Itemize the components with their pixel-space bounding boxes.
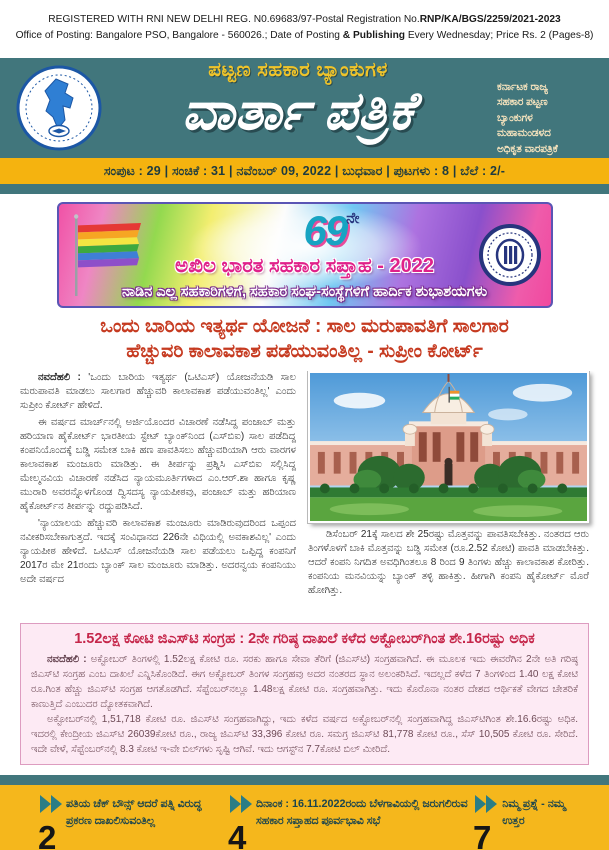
federation-logo-icon: [16, 65, 102, 151]
banner-title: ಅಖಿಲ ಭಾರತ ಸಹಕಾರ ಸಪ್ತಾಹ - 2022: [175, 255, 434, 277]
page-number: 7: [473, 819, 492, 850]
article1-column-left: [20, 371, 296, 615]
article1-headline: ಒಂದು ಬಾರಿಯ ಇತ್ಯರ್ಥ ಯೋಜನೆ : ಸಾಲ ಮರುಪಾವತಿಗೆ ಸಾಲಗಾರ ಹೆಚ್ಚುವರಿ ಕಾಲಾವಕಾಶ ಪಡೆಯುವಂತಿಲ್ಲ - ಸುಪ್ರೀಂ ಕೋರ್ಟ್: [100, 316, 509, 363]
page-content: [0, 194, 609, 775]
footer-index: [0, 785, 609, 850]
article2-paragraph: ನವದೆಹಲಿ : ಅಕ್ಟೋಬರ್ ತಿಂಗಳಲ್ಲಿ 1.52ಲಕ್ಷ ಕೋಟಿ ರೂ. ಸರಕು ಹಾಗೂ ಸೇವಾ ತೆರಿಗೆ (ಜಿಎಸ್‌ಟಿ) ಸಂಗ್ರಹವಾಗಿದೆ. ಈ ಮೂಲಕ ಇದು ಈವರೆಗಿನ 2ನೇ ಅತಿ ಗರಿಷ್ಠ ಜಿಎಸ್‌ಟಿ ಸಂಗ್ರಹ ಎಂಬ ದಾಖಲೆ ಎನ್ನಿಸಿಕೊಂಡಿದೆ. ಈಗ ಅಕ್ಟೋಬರ್ ತಿಂಗಳ ಸಂಗ್ರಹವು ಅದರ ನಂತರದ ಸ್ಥಾನ ಅಲಂಕರಿಸಿದೆ. ಇದಲ್ಲದೆ ಕಳೆದ 7 ತಿಂಗಳಿಂದ 1.40 ಲಕ್ಷ ಕೋಟಿ ರೂ.ಗಿಂತ ಹೆಚ್ಚು ಜಿಎಸ್‌ಟಿ ಸಂಗ್ರಹ ಆಗತೊಡಗಿದೆ. ಸೆಪ್ಟೆಂಬರ್‌ನಲ್ಲೂ 1.48ಲಕ್ಷ ಕೋಟಿ ರೂ. ಸಂಗ್ರಹವಾಗಿತ್ತು. ಇದು ಕೊರೊನಾ ನಂತರ ದೇಶದ ಆರ್ಥಿಕತೆ ವೇಗದ ಚೇತರಿಕೆ ಕಾಣುತ್ತಿದೆ ಎಂಬುದರ ದ್ಯೋತಕವಾಗಿದೆ.: [31, 654, 578, 711]
divider-strip-bottom: [0, 775, 609, 785]
article1-column-right: [308, 371, 589, 615]
footer-item-text: ದಿನಾಂಕ : 16.11.2022ರಂದು ಬೆಳಗಾವಿಯಲ್ಲಿ ಜರುಗಲಿರುವ ಸಹಕಾರ ಸಪ್ತಾಹದ ಪೂರ್ವಭಾವಿ ಸಭೆ: [256, 798, 468, 827]
article1-paragraph: ನವದೆಹಲಿ : 'ಒಂದು ಬಾರಿಯ ಇತ್ಯರ್ಥ (ಒಟಿಎಸ್) ಯೋಜನೆಯಡಿ ಸಾಲ ಮರುಪಾವತಿ ಮಾಡಲು ಸಾಲಗಾರ ಹೆಚ್ಚುವರಿ ಕಾಲಾವಕಾಶ ಪಡೆಯುವಂತಿಲ್ಲ' ಎಂದು ಸುಪ್ರೀಂ ಕೋರ್ಟ್ ಹೇಳಿದೆ.: [20, 372, 297, 412]
issue-info-bar: [0, 158, 609, 184]
footer-item-text: ಪತಿಯ ಚೆಕ್ ಬೌನ್ಸ್ ಆದರೆ ಪತ್ನಿ ವಿರುದ್ಧ ಪ್ರಕರಣ ದಾಖಲಿಸುವಂತಿಲ್ಲ: [66, 798, 202, 827]
footer-item-text: ನಿಮ್ಮ ಪ್ರಶ್ನೆ - ನಮ್ಮ ಉತ್ತರ: [502, 798, 566, 827]
banner-greeting: ನಾಡಿನ ಎಲ್ಲ ಸಹಕಾರಿಗಳಿಗೆ, ಸಹಕಾರ ಸಂಘ-ಸಂಸ್ಥೆಗಳಿಗೆ ಹಾರ್ದಿಕ ಶುಭಾಶಯಗಳು: [121, 284, 488, 300]
ncui-seal-icon: [479, 224, 541, 291]
dateline: ನವದೆಹಲಿ :: [38, 372, 81, 384]
masthead-right-description: ಕರ್ನಾಟಕ ರಾಜ್ಯ ಸಹಕಾರ ಪಟ್ಟಣ ಬ್ಯಾಂಕುಗಳ ಮಹಾಮಂಡಳದ ಅಧಿಕೃತ ವಾರಪತ್ರಿಕೆ: [497, 82, 558, 155]
article1-body: [0, 371, 609, 615]
divider-strip-top: [0, 184, 609, 194]
issue-info-text: ಸಂಪುಟ : 29 | ಸಂಚಿಕೆ : 31 | ನವೆಂಬರ್ 09, 2022 | ಬುಧವಾರ | ಪುಟಗಳು : 8 | ಬೆಲೆ : 2/-: [103, 163, 506, 178]
newspaper-title: ವಾರ್ತಾ ಪತ್ರಿಕೆ: [182, 82, 414, 141]
footer-item-page2: [38, 793, 228, 850]
registration-line-1: REGISTERED WITH RNI NEW DELHI REG. N0.69683/97-Postal Registration No.RNP/KA/BGS/2259/2021-2023: [48, 14, 561, 25]
gst-article-box: [20, 623, 589, 765]
article2-paragraph: ಅಕ್ಟೋಬರ್‌ನಲ್ಲಿ 1,51,718 ಕೋಟಿ ರೂ. ಜಿಎಸ್‌ಟಿ ಸಂಗ್ರಹವಾಗಿದ್ದು, ಇದು ಕಳೆದ ವರ್ಷದ ಅಕ್ಟೋಬರ್‌ನಲ್ಲಿ ಸಂಗ್ರಹವಾಗಿದ್ದ ಜಿಎಸ್‌ಟಿಗಿಂತ ಶೇ.16.6ರಷ್ಟು ಅಧಿಕ. ಇದರಲ್ಲಿ ಕೇಂದ್ರೀಯ ಜಿಎಸ್‌ಟಿ 26039ಕೋಟಿ ರೂ., ರಾಜ್ಯ ಜಿಎಸ್‌ಟಿ 33,396 ಕೋಟಿ ರೂ. ಸಮಗ್ರ ಜಿಎಸ್‌ಟಿ 81,778 ಕೋಟಿ ರೂ., ಸೆಸ್ 10,505 ಕೋಟಿ ರೂ. ಸೇರಿದೆ. ಇದೇ ವೇಳೆ, ಸೆಪ್ಟೆಂಬರ್‌ನಲ್ಲಿ 8.3 ಕೋಟಿ ಇ-ವೇ ಬಿಲ್‌ಗಳು ಸೃಷ್ಟಿ ಆಗಿವೆ. ಇದು ಆಗಸ್ಟ್‌ನ 7.7ಕೋಟಿ ಬಿಲ್ ಮೀರಿದೆ.: [31, 714, 578, 756]
page-number: 4: [228, 819, 247, 850]
footer-item-page4: [228, 793, 473, 850]
masthead-center: [112, 59, 484, 141]
footer-item-page7: [473, 793, 583, 850]
dateline: ನವದೆಹಲಿ :: [47, 654, 87, 666]
article1-paragraph: ಡಿಸೆಂಬರ್ 21ಕ್ಕೆ ಸಾಲದ ಶೇ 25ರಷ್ಟು ಮೊತ್ತವನ್ನು ಪಾವತಿಸಬೇಕಿತ್ತು. ನಂತರದ ಆರು ತಿಂಗಳೊಳಗೆ ಬಾಕಿ ಮೊತ್ತವನ್ನು ಬಡ್ಡಿ ಸಮೇತ (ರೂ.2.52 ಕೋಟಿ) ಪಾವತಿ ಮಾಡಬೇಕಿತ್ತು. ಆದರೆ ಕಂಪನಿ ನಿಗದಿತ ಅವಧಿಗಿಂತಲೂ 8 ರಿಂದ 9 ತಿಂಗಳು ಹೆಚ್ಚು ಕಾಲಾವಕಾಶ ಕೋರಿತ್ತು. ಕಂಪನಿಯ ಮನವಿಯನ್ನು ಬ್ಯಾಂಕ್ ತಳ್ಳಿ ಹಾಕಿತ್ತು. ಹೀಗಾಗಿ ಕಂಪನಿ ಹೈಕೋರ್ಟ್ ಮೊರೆ ಹೋಗಿತ್ತು.: [308, 529, 589, 597]
cooperative-week-banner: [57, 202, 553, 308]
registration-line-2: Office of Posting: Bangalore PSO, Bangalore - 560026.; Date of Posting & Publishing Every Wednesday; Price Rs. 2 (Pages-8): [15, 30, 594, 42]
masthead: [0, 58, 609, 158]
double-chevron-right-icon: [228, 793, 256, 820]
double-chevron-right-icon: [473, 793, 501, 820]
page-number: 2: [38, 819, 57, 850]
double-chevron-right-icon: [38, 793, 66, 820]
registration-lines: [0, 0, 609, 58]
handshake-icon: [49, 126, 69, 137]
article2-headline: 1.52ಲಕ್ಷ ಕೋಟಿ ಜಿಎಸ್‌ಟಿ ಸಂಗ್ರಹ : 2ನೇ ಗರಿಷ್ಠ ದಾಖಲೆ ಕಳೆದ ಅಕ್ಟೋಬರ್‌ಗಿಂತ ಶೇ.16ರಷ್ಟು ಅಧಿಕ: [74, 631, 535, 648]
article1-paragraph: 'ನ್ಯಾಯಾಲಯ ಹೆಚ್ಚುವರಿ ಕಾಲಾವಕಾಶ ಮಂಜೂರು ಮಾಡಿರುವುದರಿಂದ ಒಪ್ಪಂದ ನವೀಕರಿಸಬೇಕಾಗುತ್ತದೆ. ಇದಕ್ಕೆ ಸಂವಿಧಾನದ 226ನೇ ವಿಧಿಯಲ್ಲಿ ಅವಕಾಶವಿಲ್ಲ' ಎಂದು ನ್ಯಾಯಪೀಠ ಹೇಳಿದೆ. ಒಟಿಎಸ್ ಯೋಜನೆಯಡಿ ಸಾಲ ಪಡೆಯಲು ಒಪ್ಪಿದ್ದ ಕಂಪನಿಗೆ 2017ರ ಮೇ 21ರಂದು ಬ್ಯಾಂಕ್ ಸಾಲ ಮಂಜೂರು ಮಾಡಿತ್ತು. ಅದರನ್ವಯ ಕಂಪನಿಯು ಅದೇ ವರ್ಷದ: [20, 518, 296, 586]
supreme-court-photo: [308, 371, 589, 523]
masthead-top-label: ಪಟ್ಟಣ ಸಹಕಾರ ಬ್ಯಾಂಕುಗಳ: [208, 59, 388, 81]
article1-paragraph: ಈ ವರ್ಷದ ಮಾರ್ಚ್‌ನಲ್ಲಿ ಅರ್ಜಿಯೊಂದರ ವಿಚಾರಣೆ ನಡೆಸಿದ್ದ ಪಂಜಾಬ್ ಮತ್ತು ಹರಿಯಾಣ ಹೈಕೋರ್ಟ್ ಭಾರತೀಯ ಸ್ಟೇಟ್ ಬ್ಯಾಂಕ್‌ನಿಂದ (ಎಸ್‌ಬಿಐ) ಸಾಲ ಪಡೆದಿದ್ದ ಕಂಪನಿಯೊಂದಕ್ಕೆ ಬಡ್ಡಿ ಸಮೇತ ಬಾಕಿ ಹಣ ಪಾವತಿಸಲು ಹೆಚ್ಚುವರಿಯಾಗಿ ಆರು ವಾರಗಳ ಕಾಲಾವಕಾಶ ಮಂಜೂರು ಮಾಡಿತ್ತು. ಈ ತೀರ್ಪನ್ನು ಪ್ರಶ್ನಿಸಿ ಎಸ್‌ಬಿಐ ಸಲ್ಲಿಸಿದ್ದ ಮೇಲ್ಮನವಿಯ ವಿಚಾರಣೆ ನಡೆಸಿದ ನ್ಯಾಯಮೂರ್ತಿಗಳಾದ ಎಂ.ಆರ್.ಶಾ ಹಾಗೂ ಕೃಷ್ಣ ಮುರಾರಿ ಅವರನ್ನೊಳಗೊಂಡ ದ್ವಿಸದಸ್ಯ ನ್ಯಾಯಪೀಠವು, ಪಂಜಾಬ್ ಮತ್ತು ಹರಿಯಾಣ ಹೈಕೋರ್ಟ್‌ನ ತೀರ್ಪನ್ನು ರದ್ದುಪಡಿಸಿದೆ.: [20, 417, 296, 513]
banner-anniversary-number: 69ನೇ: [303, 207, 360, 254]
